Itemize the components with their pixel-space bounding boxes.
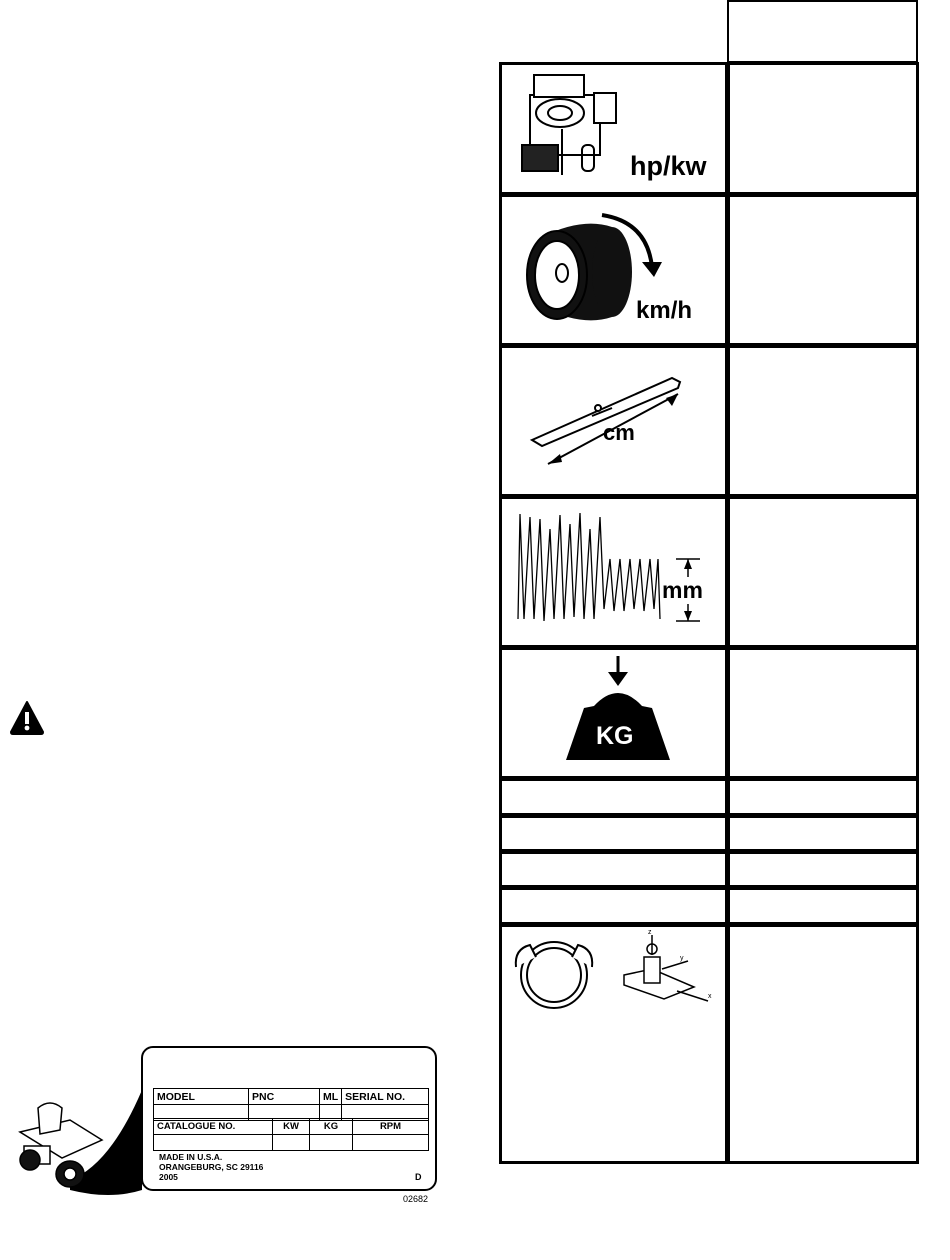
table-row	[499, 887, 728, 925]
speed-unit: km/h	[636, 297, 693, 324]
catalogue-value	[154, 1135, 273, 1151]
table-row	[499, 851, 728, 888]
identification-label	[141, 1046, 437, 1191]
speed-cell	[499, 194, 728, 346]
table-row-value	[727, 778, 919, 816]
weight-icon	[502, 650, 726, 776]
engine-value-cell	[727, 62, 919, 195]
table-row	[499, 815, 728, 852]
weight-cell	[499, 647, 728, 779]
table-row-value	[727, 851, 919, 888]
tractor-illustration	[10, 1050, 150, 1205]
label-table-2	[153, 1118, 429, 1151]
engine-power-cell	[499, 62, 728, 195]
revision-letter: D	[415, 1172, 422, 1182]
label-table	[153, 1088, 429, 1121]
made-in-text: MADE IN U.S.A.	[159, 1152, 223, 1162]
year-text: 2005	[159, 1172, 178, 1182]
rpm-value	[353, 1135, 429, 1151]
wheel-speed-icon	[502, 197, 726, 343]
blade-unit: cm	[603, 420, 635, 445]
table-row	[499, 778, 728, 816]
warning-icon	[9, 700, 45, 741]
serial-label: SERIAL NO.	[342, 1089, 429, 1105]
engine-unit: hp/kw	[630, 151, 707, 181]
table-row-value	[727, 815, 919, 852]
vibration-icon	[502, 927, 726, 1017]
manufacture-info	[159, 1152, 263, 1182]
axis-y-label: y	[680, 955, 684, 962]
kw-label: KW	[273, 1119, 310, 1135]
figure-number: 02682	[403, 1194, 429, 1204]
cut-height-unit: mm	[662, 577, 703, 603]
rpm-label: RPM	[353, 1119, 429, 1135]
vibration-value-cell	[727, 924, 919, 1164]
table-row-value	[727, 887, 919, 925]
blade-value-cell	[727, 345, 919, 497]
cut-height-icon	[502, 499, 726, 645]
ml-label: ML	[320, 1089, 342, 1105]
header-cell	[727, 0, 918, 63]
cut-height-value-cell	[727, 496, 919, 648]
pnc-label: PNC	[249, 1089, 320, 1105]
weight-value-cell	[727, 647, 919, 779]
address-text: ORANGEBURG, SC 29116	[159, 1162, 264, 1172]
axis-z-label: z	[648, 929, 652, 936]
vibration-cell	[499, 924, 728, 1164]
speed-value-cell	[727, 194, 919, 346]
kw-value	[273, 1135, 310, 1151]
axis-x-label: x	[708, 993, 712, 1000]
kg-label: KG	[310, 1119, 353, 1135]
blade-cell	[499, 345, 728, 497]
kg-value	[310, 1135, 353, 1151]
model-label: MODEL	[154, 1089, 249, 1105]
weight-unit: KG	[596, 722, 634, 750]
catalogue-label: CATALOGUE NO.	[154, 1119, 273, 1135]
cut-height-cell	[499, 496, 728, 648]
